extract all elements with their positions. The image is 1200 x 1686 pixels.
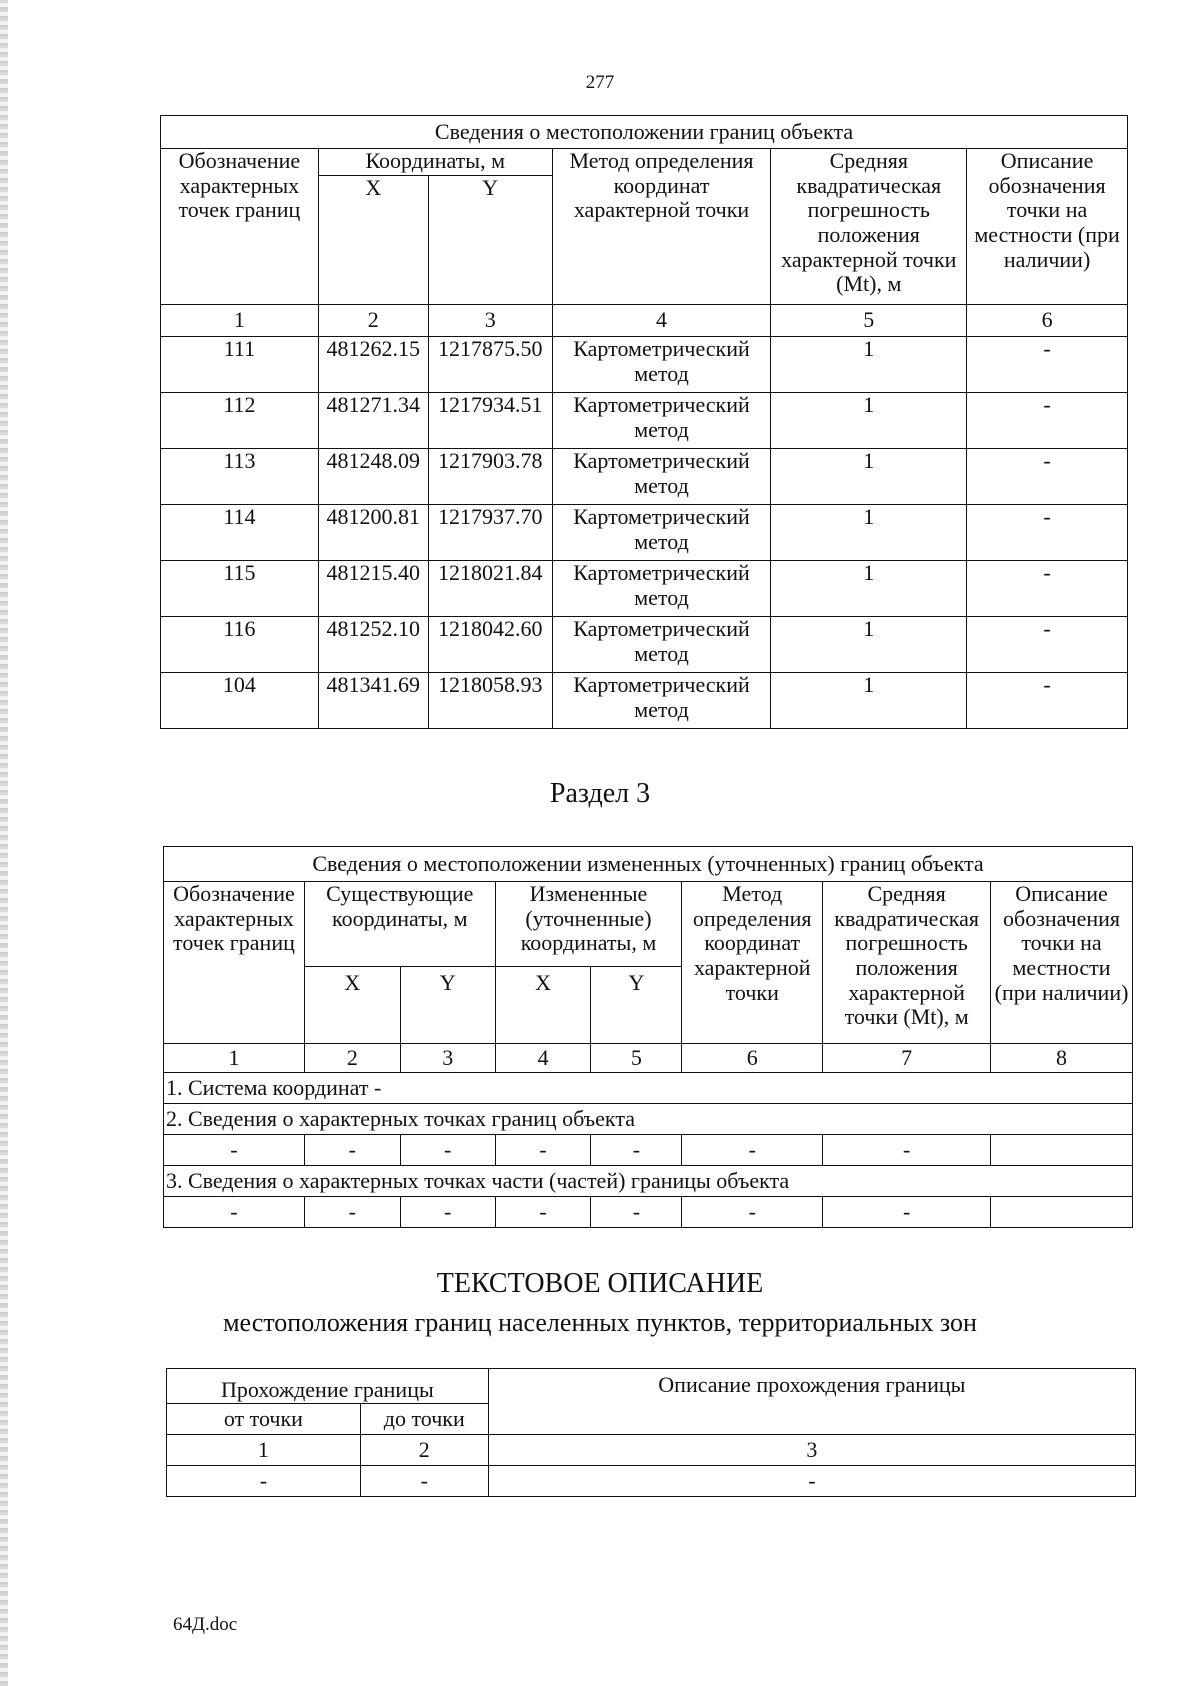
header-y: Y xyxy=(428,176,552,305)
coord-y: 1217903.78 xyxy=(428,449,552,505)
table-row xyxy=(161,449,1128,505)
col-number: 8 xyxy=(991,1044,1133,1073)
error: 1 xyxy=(771,337,967,393)
header-designation: Обозначение характерных точек границ xyxy=(164,882,305,1044)
point-description: - xyxy=(967,449,1128,505)
coord-x: 481262.15 xyxy=(318,337,428,393)
header-passage-description: Описание прохождения границы xyxy=(488,1369,1135,1435)
dash-cell: - xyxy=(164,1135,305,1166)
col-number: 3 xyxy=(428,305,552,337)
table-row xyxy=(161,393,1128,449)
header-x: X xyxy=(318,176,428,305)
method: Картометрический метод xyxy=(552,393,771,449)
col-number: 6 xyxy=(967,305,1128,337)
coord-x: 481248.09 xyxy=(318,449,428,505)
coord-y: 1218042.60 xyxy=(428,617,552,673)
point-id: 112 xyxy=(161,393,319,449)
table-row xyxy=(164,1135,1133,1166)
error: 1 xyxy=(771,617,967,673)
header-from-point: от точки xyxy=(167,1404,361,1435)
coord-x: 481271.34 xyxy=(318,393,428,449)
point-id: 114 xyxy=(161,505,319,561)
dash-cell xyxy=(991,1197,1133,1228)
boundary-location-table xyxy=(160,115,1128,729)
table-row xyxy=(167,1466,1136,1497)
header-y: Y xyxy=(591,967,682,1044)
dash-cell: - xyxy=(164,1197,305,1228)
header-passage: Прохождение границы xyxy=(167,1369,489,1404)
table-row xyxy=(161,561,1128,617)
coord-x: 481215.40 xyxy=(318,561,428,617)
header-description: Описание обозначения точки на местности (при наличии) xyxy=(991,882,1133,1044)
point-description: - xyxy=(967,505,1128,561)
table2-title: Сведения о местоположении измененных (уточненных) границ объекта xyxy=(164,847,1133,882)
dash-cell: - xyxy=(167,1466,361,1497)
dash-cell: - xyxy=(591,1135,682,1166)
coord-y: 1217934.51 xyxy=(428,393,552,449)
point-id: 111 xyxy=(161,337,319,393)
header-x: X xyxy=(495,967,591,1044)
error: 1 xyxy=(771,673,967,729)
section-coordinate-system: 1. Система координат - xyxy=(164,1073,1133,1104)
dash-cell: - xyxy=(495,1135,591,1166)
section-title: Раздел 3 xyxy=(549,778,651,809)
method: Картометрический метод xyxy=(552,337,771,393)
footer-filename: 64Д.doc xyxy=(173,1614,238,1635)
dash-cell xyxy=(991,1135,1133,1166)
table-row xyxy=(161,673,1128,729)
col-number: 7 xyxy=(823,1044,991,1073)
col-number: 1 xyxy=(161,305,319,337)
header-to-point: до точки xyxy=(360,1404,488,1435)
dash-cell: - xyxy=(304,1135,400,1166)
col-number: 1 xyxy=(167,1435,361,1466)
dash-cell: - xyxy=(400,1135,495,1166)
coord-y: 1217937.70 xyxy=(428,505,552,561)
dash-cell: - xyxy=(400,1197,495,1228)
method: Картометрический метод xyxy=(552,673,771,729)
point-description: - xyxy=(967,561,1128,617)
col-number: 2 xyxy=(360,1435,488,1466)
header-error: Средняя квадратическая погрешность положения характерной точки (Mt), м xyxy=(823,882,991,1044)
method: Картометрический метод xyxy=(552,505,771,561)
col-number: 2 xyxy=(304,1044,400,1073)
col-number: 5 xyxy=(771,305,967,337)
table-row xyxy=(161,505,1128,561)
changed-boundary-table xyxy=(163,846,1133,1228)
col-number: 2 xyxy=(318,305,428,337)
method: Картометрический метод xyxy=(552,561,771,617)
text-description-title: ТЕКСТОВОЕ ОПИСАНИЕ xyxy=(436,1268,764,1299)
header-existing-coordinates: Существующие координаты, м xyxy=(304,882,495,967)
coord-y: 1217875.50 xyxy=(428,337,552,393)
col-number: 6 xyxy=(682,1044,823,1073)
dash-cell: - xyxy=(488,1466,1135,1497)
header-description: Описание обозначения точки на местности (при наличии) xyxy=(967,149,1128,305)
dash-cell: - xyxy=(495,1197,591,1228)
table-row xyxy=(164,1197,1133,1228)
boundary-passage-table xyxy=(166,1368,1136,1497)
scan-edge xyxy=(0,0,8,1686)
point-description: - xyxy=(967,337,1128,393)
point-description: - xyxy=(967,673,1128,729)
dash-cell: - xyxy=(823,1197,991,1228)
point-id: 115 xyxy=(161,561,319,617)
dash-cell: - xyxy=(682,1197,823,1228)
dash-cell: - xyxy=(591,1197,682,1228)
col-number: 3 xyxy=(400,1044,495,1073)
coord-y: 1218021.84 xyxy=(428,561,552,617)
header-designation: Обозначение характерных точек границ xyxy=(161,149,319,305)
header-method: Метод определения координат характерной точки xyxy=(682,882,823,1044)
header-x: X xyxy=(304,967,400,1044)
error: 1 xyxy=(771,505,967,561)
error: 1 xyxy=(771,561,967,617)
coord-x: 481200.81 xyxy=(318,505,428,561)
point-description: - xyxy=(967,393,1128,449)
method: Картометрический метод xyxy=(552,449,771,505)
section-partial-boundary-points: 3. Сведения о характерных точках части (частей) границы объекта xyxy=(164,1166,1133,1197)
header-error: Средняя квадратическая погрешность положения характерной точки (Mt), м xyxy=(771,149,967,305)
coord-x: 481252.10 xyxy=(318,617,428,673)
col-number: 4 xyxy=(552,305,771,337)
point-id: 116 xyxy=(161,617,319,673)
header-changed-coordinates: Измененные (уточненные) координаты, м xyxy=(495,882,682,967)
dash-cell: - xyxy=(304,1197,400,1228)
dash-cell: - xyxy=(823,1135,991,1166)
point-description: - xyxy=(967,617,1128,673)
coord-x: 481341.69 xyxy=(318,673,428,729)
point-id: 104 xyxy=(161,673,319,729)
col-number: 4 xyxy=(495,1044,591,1073)
col-number: 1 xyxy=(164,1044,305,1073)
table-row xyxy=(161,617,1128,673)
col-number: 3 xyxy=(488,1435,1135,1466)
error: 1 xyxy=(771,449,967,505)
section-boundary-points: 2. Сведения о характерных точках границ объекта xyxy=(164,1104,1133,1135)
method: Картометрический метод xyxy=(552,617,771,673)
table-row xyxy=(161,337,1128,393)
page-number: 277 xyxy=(585,72,615,93)
col-number: 5 xyxy=(591,1044,682,1073)
header-coordinates: Координаты, м xyxy=(318,149,552,176)
error: 1 xyxy=(771,393,967,449)
dash-cell: - xyxy=(682,1135,823,1166)
table1-title: Сведения о местоположении границ объекта xyxy=(161,116,1128,149)
text-description-subtitle: местоположения границ населенных пунктов, территориальных зон xyxy=(223,1308,977,1337)
coord-y: 1218058.93 xyxy=(428,673,552,729)
header-y: Y xyxy=(400,967,495,1044)
point-id: 113 xyxy=(161,449,319,505)
dash-cell: - xyxy=(360,1466,488,1497)
header-method: Метод определения координат характерной точки xyxy=(552,149,771,305)
